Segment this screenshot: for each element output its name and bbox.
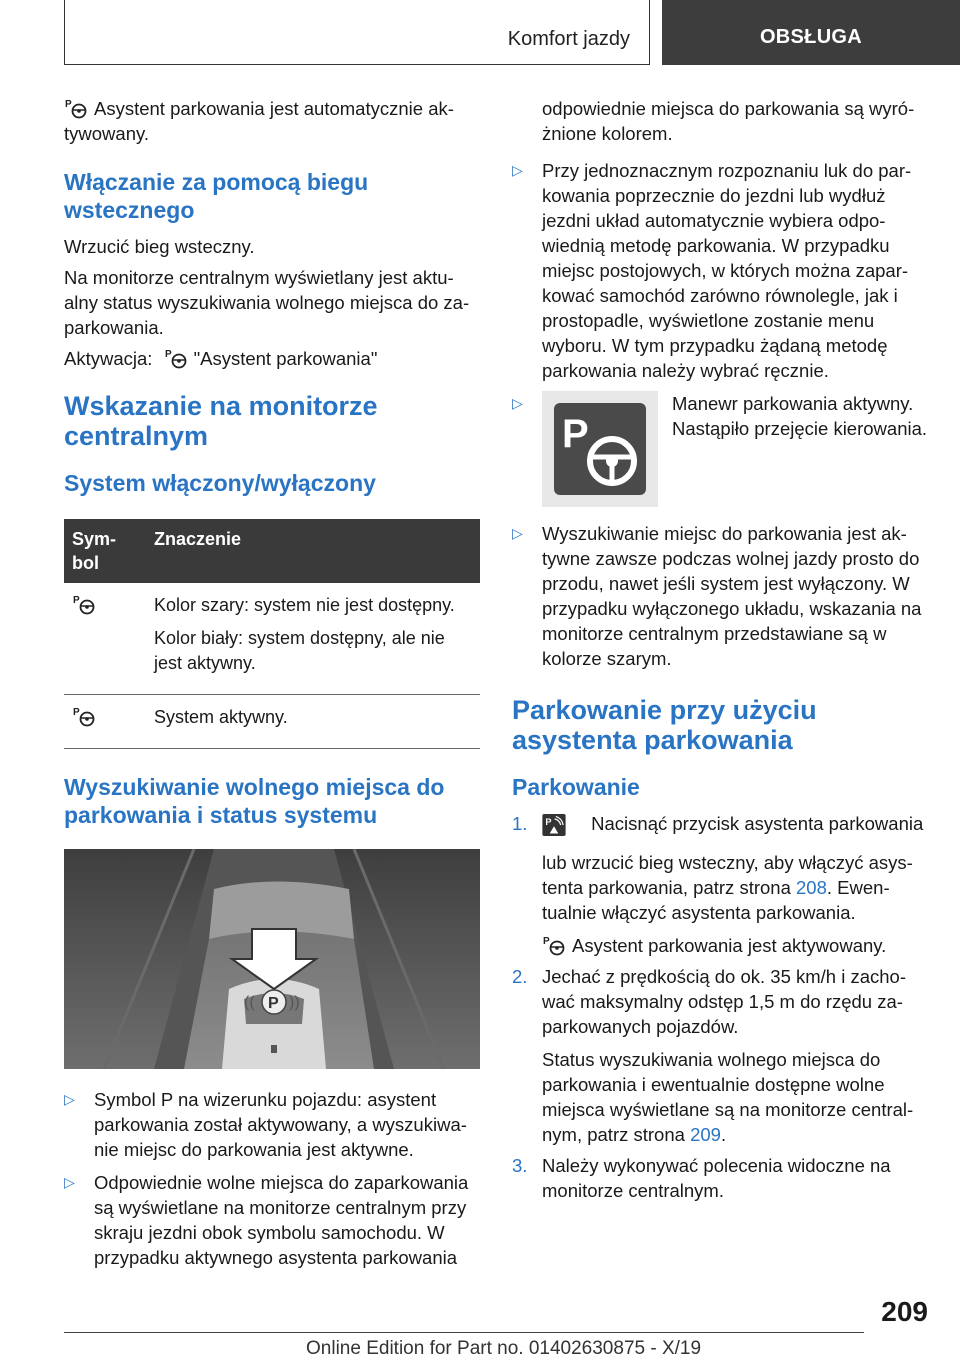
list-item: ▷ Przy jednoznacznym rozpoznaniu luk do par-kowania poprzecznie do jezdni lub wydłuż jezdni układ automatycznie wybiera odpo-wiednią metodę parkowania. W przypadku miejsc postojowych, w których można zapar-kować samochód zarówno równolegle, jak i prostopadle, wyświetlone zostanie menu wyboru. W tym przypadku żądaną metodę parkowania należy wybrać ręcznie. [512,160,912,381]
page-number: 209 [881,1296,928,1327]
svg-text:)): )) [289,994,300,1011]
triangle-bullet-icon: ▷ [64,1091,75,1107]
triangle-bullet-icon: ▷ [512,525,523,541]
svg-text:P: P [562,412,589,456]
parking-assist-active-icon [542,934,566,956]
heading-search-status: Wyszukiwanie wolnego miejsca do parkowania i status systemu [64,774,445,828]
svg-text:P: P [73,707,80,718]
left-column [64,96,480,1278]
continued-text: odpowiednie miejsca do parkowania są wyró-żnione kolorem. [542,98,915,144]
step-item: 1. P Nacisnąć przycisk asystenta parkowania lub wrzucić bieg wsteczny, aby włączyć asys-tenta parkowania, patrz strona 208. Ewen-tualnie włączyć asystenta parkowania. [512,813,924,923]
heading-central-monitor: Wskazanie na monitorze centralnym [64,391,378,451]
svg-text:P: P [545,817,552,827]
table-row [64,583,480,695]
table-cell-text: Kolor szary: system nie jest dostępny. [154,595,455,615]
svg-text:P: P [73,595,80,606]
heading-reverse-gear: Włączanie za pomocą biegu wstecznego [64,169,369,223]
parking-assist-icon [64,97,88,119]
list-item: ▷ P Manewr parkowania aktywny. Nastąpiło przejęcie kierowania. [512,391,928,507]
svg-text:P: P [65,99,72,110]
heading-park-with-assist: Parkowanie przy użyciu asystenta parkowania [512,695,817,755]
list-item: ▷ Wyszukiwanie miejsc do parkowania jest ak-tywne zawsze podczas wolnej jazdy prosto do przodu, nawet jeśli system jest wyłączony. W przypadku wyłączonego układu, wskazania na monitorze centralnym przedstawiane są w kolorze szarym. [512,523,922,669]
parking-assist-icon [164,347,188,369]
triangle-bullet-icon: ▷ [64,1174,75,1190]
symbol-table [64,519,480,749]
header-section-title: Komfort jazdy [507,28,630,50]
table-header-symbol: Sym-bol [64,519,146,583]
bullet-list-left [64,1087,480,1270]
heading-parking: Parkowanie [512,774,640,800]
header-chapter-tab: OBSŁUGA [662,0,960,65]
table-cell-text: System aktywny. [154,707,288,727]
intro-paragraph: P Asystent parkowania jest automatycznie ak-tywowany. [64,98,454,144]
right-column [512,96,928,1211]
triangle-bullet-icon: ▷ [512,162,523,178]
parking-button-icon [542,814,580,850]
step2-sub: Status wyszukiwania wolnego miejsca do parkowania i ewentualnie dostępne wolne miejsca wyświetlane są na monitorze central-nym, patrz strona 209. [542,1049,914,1145]
triangle-bullet-icon: ▷ [512,395,523,411]
table-header-meaning: Znaczenie [146,519,480,583]
svg-text:((: (( [244,994,255,1011]
svg-text:P: P [543,936,550,947]
page-link-209[interactable]: 209 [690,1124,721,1145]
parking-assist-icon [72,593,96,615]
page-header [0,0,960,66]
parking-maneuver-icon [542,391,658,507]
table-row [64,695,480,749]
step-item: 3. Należy wykonywać polecenia widoczne na monitorze centralnym. [512,1155,891,1201]
step-item: 2. Jechać z prędkością do ok. 35 km/h i zacho-wać maksymalny odstęp 1,5 m do rzędu za-parkowanych pojazdów. [512,966,907,1037]
heading-system-on-off: System włączony/wyłączony [64,470,376,496]
list-item: ▷ Symbol P na wizerunku pojazdu: asystent parkowania został aktywowany, a wyszukiwa-nie miejsc do parkowania jest aktywne. [64,1089,467,1160]
table-cell-text: Kolor biały: system dostępny, ale nie jest aktywny. [154,628,445,673]
svg-text:P: P [268,995,279,1012]
footer-divider [64,1332,864,1333]
activation-line: Aktywacja: P "Asystent parkowania" [64,348,378,369]
page-link-208[interactable]: 208 [796,877,827,898]
reverse-paragraph-2: Na monitorze centralnym wyświetlany jest aktu-alny status wyszukiwania wolnego miejsca do za-parkowania. [64,267,470,338]
svg-text:P: P [164,349,172,360]
footer-edition: Online Edition for Part no. 01402630875 - X/19 [306,1338,702,1359]
parking-assist-active-icon [72,705,96,727]
list-item: ▷ Odpowiednie wolne miejsca do zaparkowania są wyświetlane na monitorze centralnym przy skraju jezdni obok symbolu samochodu. W przypadku aktywnego asystenta parkowania [64,1172,469,1268]
step1-sub: P Asystent parkowania jest aktywowany. [543,935,887,956]
reverse-paragraph-1: Wrzucić bieg wsteczny. [64,236,255,257]
monitor-illustration [64,849,480,1069]
